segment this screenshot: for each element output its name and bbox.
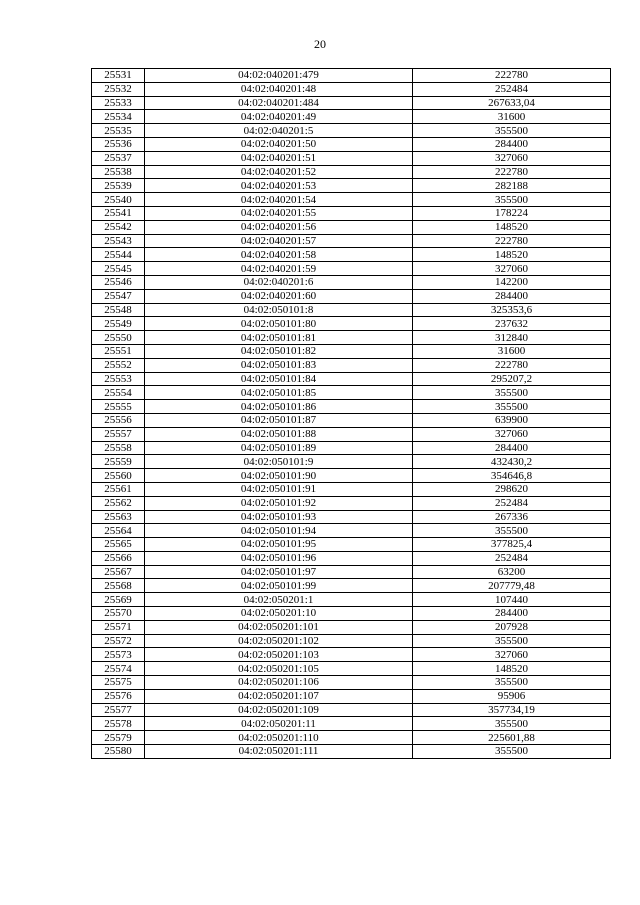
row-number-cell: 25571: [92, 620, 145, 634]
row-number-cell: 25568: [92, 579, 145, 593]
row-number-cell: 25535: [92, 124, 145, 138]
table-row: [92, 317, 611, 331]
cadastral-value-cell: 222780: [413, 234, 611, 248]
cadastral-number-cell: 04:02:050101:92: [145, 496, 413, 510]
cadastral-number-cell: 04:02:050101:90: [145, 469, 413, 483]
row-number-cell: 25557: [92, 427, 145, 441]
row-number-cell: 25560: [92, 469, 145, 483]
cadastral-value-cell: 312840: [413, 331, 611, 345]
table-row: [92, 303, 611, 317]
table-row: [92, 69, 611, 83]
cadastral-value-cell: 222780: [413, 165, 611, 179]
cadastral-value-cell: 355500: [413, 634, 611, 648]
row-number-cell: 25550: [92, 331, 145, 345]
row-number-cell: 25579: [92, 731, 145, 745]
row-number-cell: 25545: [92, 262, 145, 276]
cadastral-value-cell: 355500: [413, 193, 611, 207]
cadastral-value-cell: 267336: [413, 510, 611, 524]
cadastral-value-cell: 327060: [413, 648, 611, 662]
cadastral-value-cell: 295207,2: [413, 372, 611, 386]
row-number-cell: 25542: [92, 220, 145, 234]
table-row: [92, 565, 611, 579]
cadastral-number-cell: 04:02:050201:105: [145, 662, 413, 676]
table-row: [92, 455, 611, 469]
row-number-cell: 25548: [92, 303, 145, 317]
row-number-cell: 25541: [92, 206, 145, 220]
table-row: [92, 662, 611, 676]
cadastral-number-cell: 04:02:050201:11: [145, 717, 413, 731]
cadastral-value-cell: 142200: [413, 275, 611, 289]
table-row: [92, 179, 611, 193]
table-row: [92, 593, 611, 607]
cadastral-value-cell: 222780: [413, 358, 611, 372]
cadastral-value-cell: 267633,04: [413, 96, 611, 110]
cadastral-number-cell: 04:02:050201:101: [145, 620, 413, 634]
cadastral-number-cell: 04:02:050201:10: [145, 607, 413, 621]
cadastral-number-cell: 04:02:050101:87: [145, 413, 413, 427]
table-row: [92, 386, 611, 400]
row-number-cell: 25549: [92, 317, 145, 331]
cadastral-number-cell: 04:02:050201:110: [145, 731, 413, 745]
row-number-cell: 25531: [92, 69, 145, 83]
cadastral-value-cell: 355500: [413, 386, 611, 400]
cadastral-value-cell: 355500: [413, 400, 611, 414]
cadastral-number-cell: 04:02:050201:107: [145, 689, 413, 703]
cadastral-value-cell: 284400: [413, 137, 611, 151]
table-row: [92, 262, 611, 276]
cadastral-number-cell: 04:02:040201:58: [145, 248, 413, 262]
cadastral-number-cell: 04:02:050101:93: [145, 510, 413, 524]
row-number-cell: 25570: [92, 607, 145, 621]
row-number-cell: 25554: [92, 386, 145, 400]
table-row: [92, 427, 611, 441]
cadastral-value-cell: 31600: [413, 344, 611, 358]
table-row: [92, 82, 611, 96]
cadastral-value-cell: 327060: [413, 427, 611, 441]
cadastral-number-cell: 04:02:050101:8: [145, 303, 413, 317]
cadastral-number-cell: 04:02:050201:111: [145, 745, 413, 759]
cadastral-value-cell: 282188: [413, 179, 611, 193]
cadastral-number-cell: 04:02:050101:89: [145, 441, 413, 455]
row-number-cell: 25577: [92, 703, 145, 717]
table-row: [92, 676, 611, 690]
cadastral-number-cell: 04:02:040201:57: [145, 234, 413, 248]
row-number-cell: 25563: [92, 510, 145, 524]
row-number-cell: 25544: [92, 248, 145, 262]
cadastral-value-cell: 148520: [413, 662, 611, 676]
table-row: [92, 124, 611, 138]
row-number-cell: 25576: [92, 689, 145, 703]
cadastral-number-cell: 04:02:050201:109: [145, 703, 413, 717]
table-row: [92, 96, 611, 110]
cadastral-number-cell: 04:02:050201:1: [145, 593, 413, 607]
cadastral-value-cell: 252484: [413, 551, 611, 565]
row-number-cell: 25552: [92, 358, 145, 372]
cadastral-number-cell: 04:02:040201:49: [145, 110, 413, 124]
row-number-cell: 25573: [92, 648, 145, 662]
cadastral-number-cell: 04:02:050101:81: [145, 331, 413, 345]
cadastral-number-cell: 04:02:050201:103: [145, 648, 413, 662]
cadastral-number-cell: 04:02:040201:52: [145, 165, 413, 179]
cadastral-number-cell: 04:02:050101:91: [145, 482, 413, 496]
table-row: [92, 358, 611, 372]
cadastral-number-cell: 04:02:050101:9: [145, 455, 413, 469]
row-number-cell: 25551: [92, 344, 145, 358]
cadastral-number-cell: 04:02:040201:50: [145, 137, 413, 151]
cadastral-value-cell: 252484: [413, 82, 611, 96]
row-number-cell: 25547: [92, 289, 145, 303]
table-row: [92, 689, 611, 703]
table-body: [92, 69, 611, 759]
table-row: [92, 634, 611, 648]
cadastral-value-cell: 31600: [413, 110, 611, 124]
table-row: [92, 151, 611, 165]
cadastral-number-cell: 04:02:040201:6: [145, 275, 413, 289]
table-row: [92, 372, 611, 386]
table-row: [92, 400, 611, 414]
cadastral-value-cell: 225601,88: [413, 731, 611, 745]
row-number-cell: 25534: [92, 110, 145, 124]
cadastral-number-cell: 04:02:050201:102: [145, 634, 413, 648]
cadastral-number-cell: 04:02:050101:83: [145, 358, 413, 372]
cadastral-number-cell: 04:02:050101:86: [145, 400, 413, 414]
table-row: [92, 745, 611, 759]
cadastral-value-cell: 327060: [413, 262, 611, 276]
table-row: [92, 648, 611, 662]
cadastral-number-cell: 04:02:050101:96: [145, 551, 413, 565]
cadastral-number-cell: 04:02:040201:484: [145, 96, 413, 110]
row-number-cell: 25561: [92, 482, 145, 496]
row-number-cell: 25533: [92, 96, 145, 110]
row-number-cell: 25572: [92, 634, 145, 648]
table-row: [92, 717, 611, 731]
cadastral-value-cell: 377825,4: [413, 538, 611, 552]
table-row: [92, 137, 611, 151]
table-row: [92, 413, 611, 427]
table-row: [92, 344, 611, 358]
cadastral-value-cell: 148520: [413, 248, 611, 262]
table-row: [92, 620, 611, 634]
cadastral-value-cell: 284400: [413, 289, 611, 303]
row-number-cell: 25555: [92, 400, 145, 414]
row-number-cell: 25578: [92, 717, 145, 731]
row-number-cell: 25580: [92, 745, 145, 759]
cadastral-value-cell: 252484: [413, 496, 611, 510]
cadastral-number-cell: 04:02:050101:84: [145, 372, 413, 386]
row-number-cell: 25575: [92, 676, 145, 690]
row-number-cell: 25540: [92, 193, 145, 207]
cadastral-number-cell: 04:02:040201:54: [145, 193, 413, 207]
table-row: [92, 248, 611, 262]
table-row: [92, 538, 611, 552]
table-row: [92, 234, 611, 248]
row-number-cell: 25546: [92, 275, 145, 289]
table-row: [92, 551, 611, 565]
cadastral-value-cell: 207928: [413, 620, 611, 634]
row-number-cell: 25556: [92, 413, 145, 427]
cadastral-number-cell: 04:02:040201:479: [145, 69, 413, 83]
cadastral-value-cell: 355500: [413, 524, 611, 538]
cadastral-value-cell: 327060: [413, 151, 611, 165]
cadastral-number-cell: 04:02:040201:56: [145, 220, 413, 234]
cadastral-number-cell: 04:02:050101:95: [145, 538, 413, 552]
cadastral-value-cell: 354646,8: [413, 469, 611, 483]
page-number: 20: [314, 37, 326, 51]
table-row: [92, 731, 611, 745]
cadastral-value-cell: 148520: [413, 220, 611, 234]
table-row: [92, 165, 611, 179]
row-number-cell: 25553: [92, 372, 145, 386]
cadastral-number-cell: 04:02:050101:94: [145, 524, 413, 538]
row-number-cell: 25537: [92, 151, 145, 165]
cadastral-value-cell: 207779,48: [413, 579, 611, 593]
cadastral-number-cell: 04:02:050201:106: [145, 676, 413, 690]
row-number-cell: 25559: [92, 455, 145, 469]
cadastral-value-cell: 63200: [413, 565, 611, 579]
cadastral-value-cell: 222780: [413, 69, 611, 83]
row-number-cell: 25538: [92, 165, 145, 179]
cadastral-value-cell: 325353,6: [413, 303, 611, 317]
cadastral-number-cell: 04:02:050101:88: [145, 427, 413, 441]
cadastral-value-cell: 95906: [413, 689, 611, 703]
row-number-cell: 25562: [92, 496, 145, 510]
table-row: [92, 289, 611, 303]
table-row: [92, 469, 611, 483]
cadastral-number-cell: 04:02:050101:97: [145, 565, 413, 579]
row-number-cell: 25566: [92, 551, 145, 565]
cadastral-value-cell: 284400: [413, 441, 611, 455]
row-number-cell: 25543: [92, 234, 145, 248]
row-number-cell: 25569: [92, 593, 145, 607]
row-number-cell: 25565: [92, 538, 145, 552]
cadastral-number-cell: 04:02:050101:80: [145, 317, 413, 331]
cadastral-value-cell: 639900: [413, 413, 611, 427]
cadastral-value-cell: 355500: [413, 717, 611, 731]
cadastral-number-cell: 04:02:050101:85: [145, 386, 413, 400]
table-row: [92, 206, 611, 220]
row-number-cell: 25532: [92, 82, 145, 96]
table-row: [92, 441, 611, 455]
table-row: [92, 579, 611, 593]
table-row: [92, 331, 611, 345]
cadastral-number-cell: 04:02:050101:82: [145, 344, 413, 358]
cadastral-number-cell: 04:02:040201:48: [145, 82, 413, 96]
cadastral-number-cell: 04:02:050101:99: [145, 579, 413, 593]
cadastral-value-cell: 107440: [413, 593, 611, 607]
table-row: [92, 703, 611, 717]
cadastral-value-cell: 284400: [413, 607, 611, 621]
cadastral-number-cell: 04:02:040201:5: [145, 124, 413, 138]
row-number-cell: 25536: [92, 137, 145, 151]
row-number-cell: 25539: [92, 179, 145, 193]
table-row: [92, 193, 611, 207]
table-row: [92, 496, 611, 510]
table-row: [92, 275, 611, 289]
cadastral-value-cell: 357734,19: [413, 703, 611, 717]
table-row: [92, 510, 611, 524]
cadastral-value-cell: 355500: [413, 745, 611, 759]
table-row: [92, 220, 611, 234]
cadastral-number-cell: 04:02:040201:60: [145, 289, 413, 303]
cadastral-value-cell: 178224: [413, 206, 611, 220]
table-row: [92, 524, 611, 538]
cadastral-number-cell: 04:02:040201:59: [145, 262, 413, 276]
cadastral-value-cell: 237632: [413, 317, 611, 331]
cadastral-number-cell: 04:02:040201:53: [145, 179, 413, 193]
cadastral-number-cell: 04:02:040201:55: [145, 206, 413, 220]
table-row: [92, 482, 611, 496]
table-row: [92, 110, 611, 124]
cadastral-value-cell: 432430,2: [413, 455, 611, 469]
row-number-cell: 25574: [92, 662, 145, 676]
cadastral-value-cell: 298620: [413, 482, 611, 496]
row-number-cell: 25558: [92, 441, 145, 455]
row-number-cell: 25567: [92, 565, 145, 579]
cadastral-value-cell: 355500: [413, 124, 611, 138]
cadastral-value-table: [91, 68, 611, 759]
cadastral-number-cell: 04:02:040201:51: [145, 151, 413, 165]
row-number-cell: 25564: [92, 524, 145, 538]
cadastral-value-cell: 355500: [413, 676, 611, 690]
table-row: [92, 607, 611, 621]
